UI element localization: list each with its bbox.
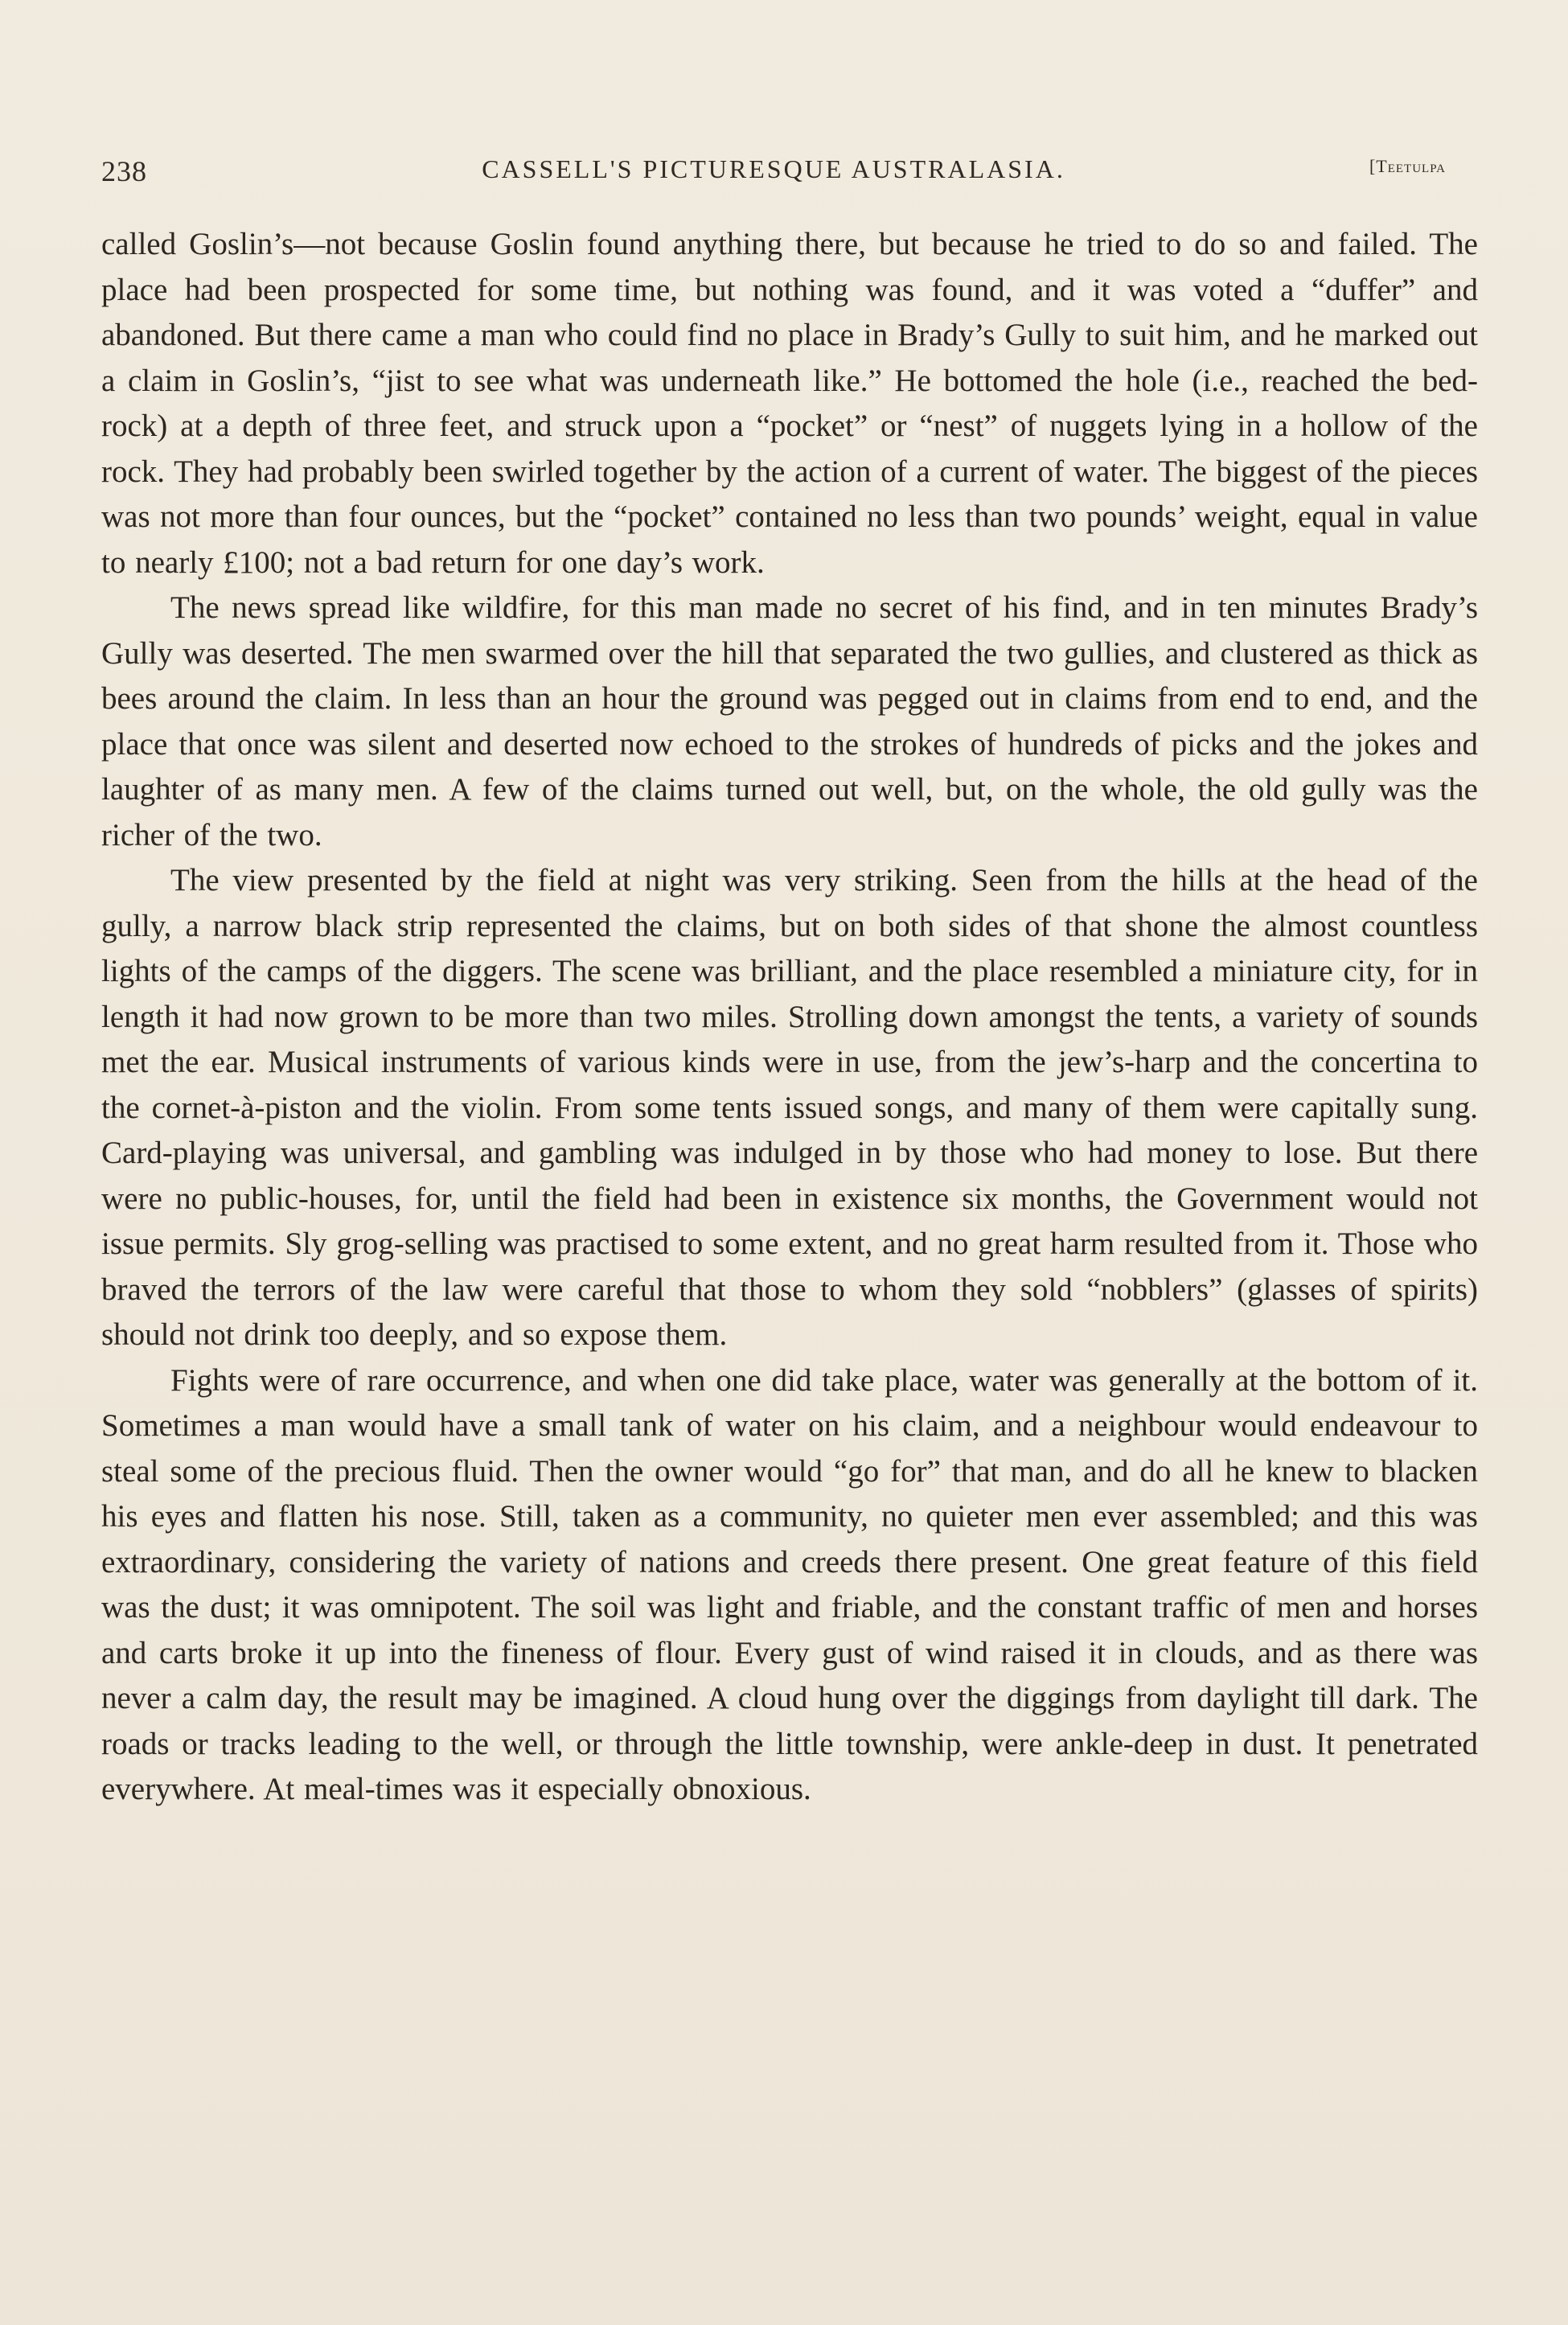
page-number: 238 xyxy=(101,155,147,187)
body-text xyxy=(101,222,1478,1813)
paragraph-2: The news spread like wildfire, for this man made no secret of his find, and in ten minutes Brady’s Gully was deserted. The men swarmed over the hill that separated the two gullies, and clustered as thick as bees around the claim. In less than an hour the ground was pegged out in claims from end to end, and the place that once was silent and deserted now echoed to the strokes of hundreds of picks and the jokes and laughter of as many men. A few of the claims turned out well, but, on the whole, the old gully was the richer of the two. xyxy=(101,590,1478,852)
running-head xyxy=(101,154,1446,203)
running-section: [Teetulpa xyxy=(1369,156,1446,176)
paragraph-3: The view presented by the field at night was very striking. Seen from the hills at the head of the gully, a narrow black strip represented the claims, but on both sides of that shone the almost countless lights of the camps of the diggers. The scene was brilliant, and the place resembled a miniature city, for in length it had now grown to be more than two miles. Strolling down amongst the tents, a variety of sounds met the ear. Musical instruments of various kinds were in use, from the jew’s-harp and the concertina to the cornet-à-piston and the violin. From some tents issued songs, and many of them were capitally sung. Card-playing was universal, and gambling was indulged in by those who had money to lose. But there were no public-houses, for, until the field had been in existence six months, the Government would not issue permits. Sly grog-selling was practised to some extent, and no great harm resulted from it. Those who braved the terrors of the law were careful that those to whom they sold “nobblers” (glasses of spirits) should not drink too deeply, and so expose them. xyxy=(101,863,1478,1352)
paragraph-4: Fights were of rare occurrence, and when one did take place, water was generally at the bottom of it. Sometimes a man would have a small tank of water on his claim, and a neighbour would endeavour to steal some of the precious fluid. Then the owner would “go for” that man, and do all he knew to blacken his eyes and flatten his nose. Still, taken as a community, no quieter men ever assembled; and this was extraordinary, considering the variety of nations and creeds there present. One great feature of this field was the dust; it was omnipotent. The soil was light and friable, and the constant traffic of men and horses and carts broke it up into the fineness of flour. Every gust of wind raised it in clouds, and as there was never a calm day, the result may be imagined. A cloud hung over the diggings from daylight till dark. The roads or tracks leading to the well, or through the little township, were ankle-deep in dust. It penetrated everywhere. At meal-times was it especially obnoxious. xyxy=(101,1362,1478,1806)
running-title: CASSELL'S PICTURESQUE AUSTRALASIA. xyxy=(482,154,1065,183)
paragraph-1: called Goslin’s—not because Goslin found anything there, but because he tried to do so and failed. The place had been prospected for some time, but nothing was found, and it was voted a “duffer” and abandoned. But there came a man who could find no place in Brady’s Gully to suit him, and he marked out a claim in Goslin’s, “jist to see what was underneath like.” He bottomed the hole (i.e., reached the bed-rock) at a depth of three feet, and struck upon a “pocket” or “nest” of nuggets lying in a hollow of the rock. They had probably been swirled together by the action of a current of water. The biggest of the pieces was not more than four ounces, but the “pocket” contained no less than two pounds’ weight, equal in value to nearly £100; not a bad return for one day’s work. xyxy=(101,227,1478,580)
